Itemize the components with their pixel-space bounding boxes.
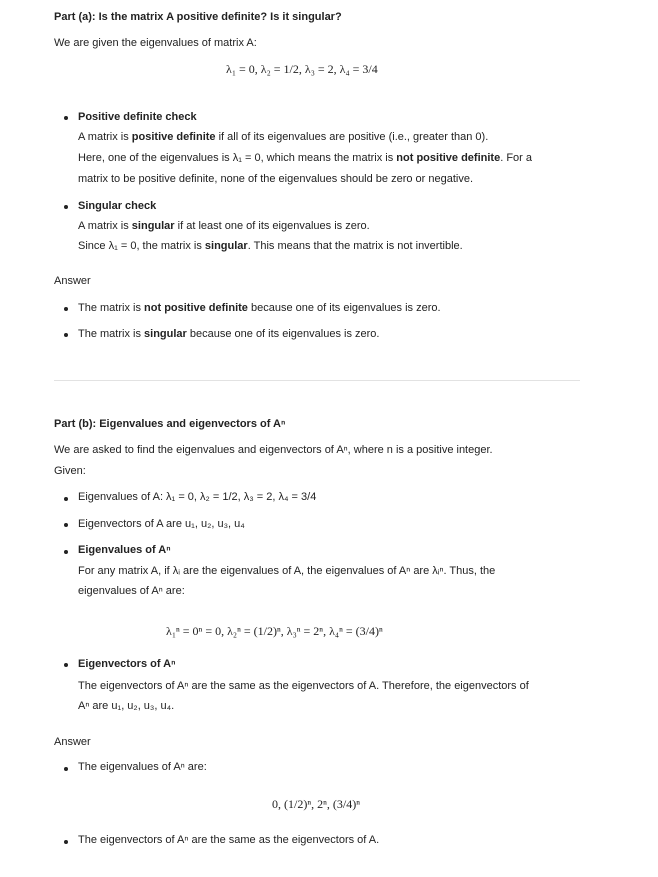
section-divider: [54, 380, 580, 381]
sing-line-1: A matrix is singular if at least one of its eigenvalues is zero.: [78, 220, 370, 232]
sing-line-2: Since λ₁ = 0, the matrix is singular. This means that the matrix is not invertible.: [78, 240, 463, 252]
bullet: [64, 497, 68, 501]
part-a-heading: Part (a): Is the matrix A positive definite? Is it singular?: [54, 11, 342, 23]
positive-definite-title: Positive definite check: [78, 111, 197, 123]
bullet: [64, 840, 68, 844]
part-a-intro: We are given the eigenvalues of matrix A:: [54, 37, 257, 49]
part-b-answer-label: Answer: [54, 736, 91, 748]
evec-line-2: Aⁿ are u₁, u₂, u₃, u₄.: [78, 700, 175, 712]
bullet: [64, 663, 68, 667]
part-b-heading: Part (b): Eigenvalues and eigenvectors of Aⁿ: [54, 418, 286, 430]
pd-line-1: A matrix is positive definite if all of its eigenvalues are positive (i.e., greater than 0).: [78, 131, 489, 143]
eigenvalue-equation: λ₁ = 0, λ₂ = 1/2, λ₃ = 2, λ₄ = 3/4: [226, 62, 378, 76]
answer-eigenvalues-equation: 0, (1/2)ⁿ, 2ⁿ, (3/4)ⁿ: [272, 797, 360, 811]
evec-line-1: The eigenvectors of Aⁿ are the same as the eigenvectors of A. Therefore, the eigenvectors of: [78, 680, 529, 692]
part-b-intro: We are asked to find the eigenvalues and eigenvectors of Aⁿ, where n is a positive integer.: [54, 444, 493, 456]
part-a-answer-label: Answer: [54, 275, 91, 287]
answer-b-1: The eigenvalues of Aⁿ are:: [78, 761, 207, 773]
given-eigenvalues: Eigenvalues of A: λ₁ = 0, λ₂ = 1/2, λ₃ = 2, λ₄ = 3/4: [78, 491, 317, 503]
eigenvalues-an-equation: λ₁ⁿ = 0ⁿ = 0, λ₂ⁿ = (1/2)ⁿ, λ₃ⁿ = 2ⁿ, λ₄ⁿ = (3/4)ⁿ: [166, 624, 383, 638]
answer-b-2: The eigenvectors of Aⁿ are the same as the eigenvectors of A.: [78, 834, 380, 846]
bullet: [64, 523, 68, 527]
pd-line-3: matrix to be positive definite, none of the eigenvalues should be zero or negative.: [78, 173, 474, 185]
ev-line-2: eigenvalues of Aⁿ are:: [78, 585, 185, 597]
bullet: [64, 333, 68, 337]
bullet: [64, 550, 68, 554]
answer-a-2: The matrix is singular because one of its eigenvalues is zero.: [78, 328, 380, 340]
pd-line-2: Here, one of the eigenvalues is λ₁ = 0, which means the matrix is not positive definite. For a: [78, 152, 532, 164]
ev-line-1: For any matrix A, if λᵢ are the eigenvalues of A, the eigenvalues of Aⁿ are λᵢⁿ. Thus, the: [78, 565, 496, 577]
given-label: Given:: [54, 465, 86, 477]
bullet: [64, 116, 68, 120]
singular-title: Singular check: [78, 200, 157, 212]
bullet: [64, 767, 68, 771]
bullet: [64, 205, 68, 209]
bullet: [64, 307, 68, 311]
answer-a-1: The matrix is not positive definite because one of its eigenvalues is zero.: [78, 302, 441, 314]
given-eigenvectors: Eigenvectors of A are u₁, u₂, u₃, u₄: [78, 518, 245, 530]
eigenvalues-an-title: Eigenvalues of Aⁿ: [78, 544, 171, 556]
eigenvectors-an-title: Eigenvectors of Aⁿ: [78, 658, 176, 670]
